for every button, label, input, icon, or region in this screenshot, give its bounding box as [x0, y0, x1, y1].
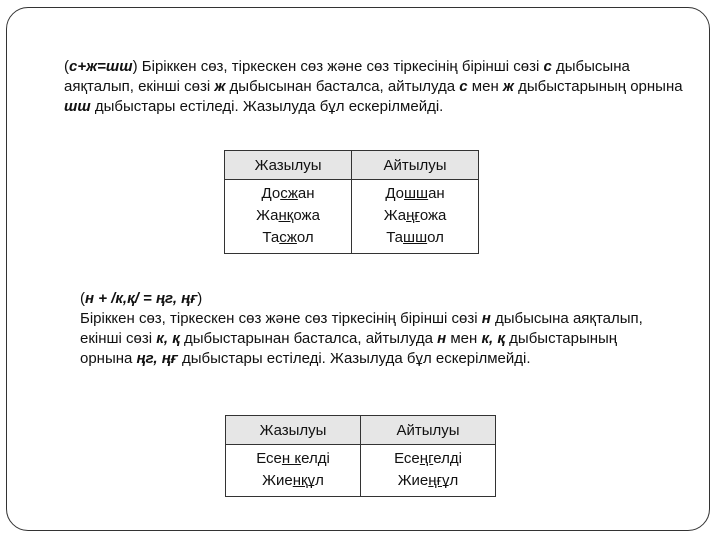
pronunciation-column — [352, 180, 479, 254]
header-pronunciation: Айтылуы — [352, 151, 479, 180]
word-spelling: Досжан — [261, 185, 315, 202]
letter-emphasis: с — [543, 58, 552, 75]
header-spelling: Жазылуы — [226, 416, 361, 445]
rule-formula: н + /к,қ/ = ңг, ңғ — [85, 290, 198, 307]
text-segment: дыбыстарының орнына — [80, 330, 618, 367]
word-pronunciation: Ташшол — [386, 229, 444, 246]
letter-emphasis: к, қ — [156, 330, 180, 347]
text-segment: Біріккен сөз, тіркескен сөз және сөз тіркесінің бірінші сөзі — [137, 58, 544, 75]
letter-emphasis: ңг, ңғ — [136, 350, 178, 367]
letter-emphasis: шш — [64, 98, 91, 115]
word-spelling: Жиенқұл — [262, 472, 324, 489]
rule-close: ) — [197, 290, 203, 307]
text-segment: мен — [467, 78, 503, 95]
text-segment: мен — [446, 330, 482, 347]
rule-open: ( — [80, 290, 85, 307]
word-pronunciation: Жиеңғұл — [397, 472, 459, 489]
spelling-column — [226, 445, 361, 497]
letter-emphasis: ж — [214, 78, 226, 95]
word-pronunciation: Дошшан — [385, 185, 445, 202]
header-pronunciation: Айтылуы — [361, 416, 496, 445]
letter-emphasis: н — [481, 310, 491, 327]
letter-emphasis: н — [437, 330, 447, 347]
pronunciation-table-1 — [224, 150, 479, 254]
rule-close: ) — [132, 58, 138, 75]
pronunciation-column — [361, 445, 496, 497]
text-segment: дыбыстарынан басталса, айтылуда — [179, 330, 438, 347]
text-segment: дыбысынан басталса, айтылуда — [225, 78, 460, 95]
spelling-column — [225, 180, 352, 254]
word-spelling: Есен келді — [256, 450, 330, 467]
pronunciation-table-2 — [225, 415, 496, 497]
word-pronunciation: Жаңғожа — [383, 207, 447, 224]
text-segment: дыбыстары естіледі. Жазылуда бұл ескерілмейді. — [90, 98, 444, 115]
text-segment: дыбыстары естіледі. Жазылуда бұл ескерілмейді. — [177, 350, 531, 367]
rule-paragraph-ssh — [64, 57, 684, 117]
text-segment: дыбысына аяқталып, екінші сөзі — [64, 58, 630, 95]
rule-paragraph-ng — [80, 289, 650, 369]
letter-emphasis: ж — [502, 78, 514, 95]
word-spelling: Тасжол — [262, 229, 314, 246]
word-spelling: Жанқожа — [256, 207, 320, 224]
word-pronunciation: Есеңгелді — [394, 450, 462, 467]
text-segment: дыбысына аяқталып, екінші сөзі — [80, 310, 643, 347]
header-spelling: Жазылуы — [225, 151, 352, 180]
letter-emphasis: к, қ — [481, 330, 505, 347]
text-segment: дыбыстарының орнына — [513, 78, 683, 95]
letter-emphasis: с — [459, 78, 468, 95]
rule-formula: с+ж=шш — [69, 58, 133, 75]
rule-open: ( — [64, 58, 69, 75]
text-segment: Біріккен сөз, тіркескен сөз және сөз тіркесінің бірінші сөзі — [80, 310, 482, 327]
